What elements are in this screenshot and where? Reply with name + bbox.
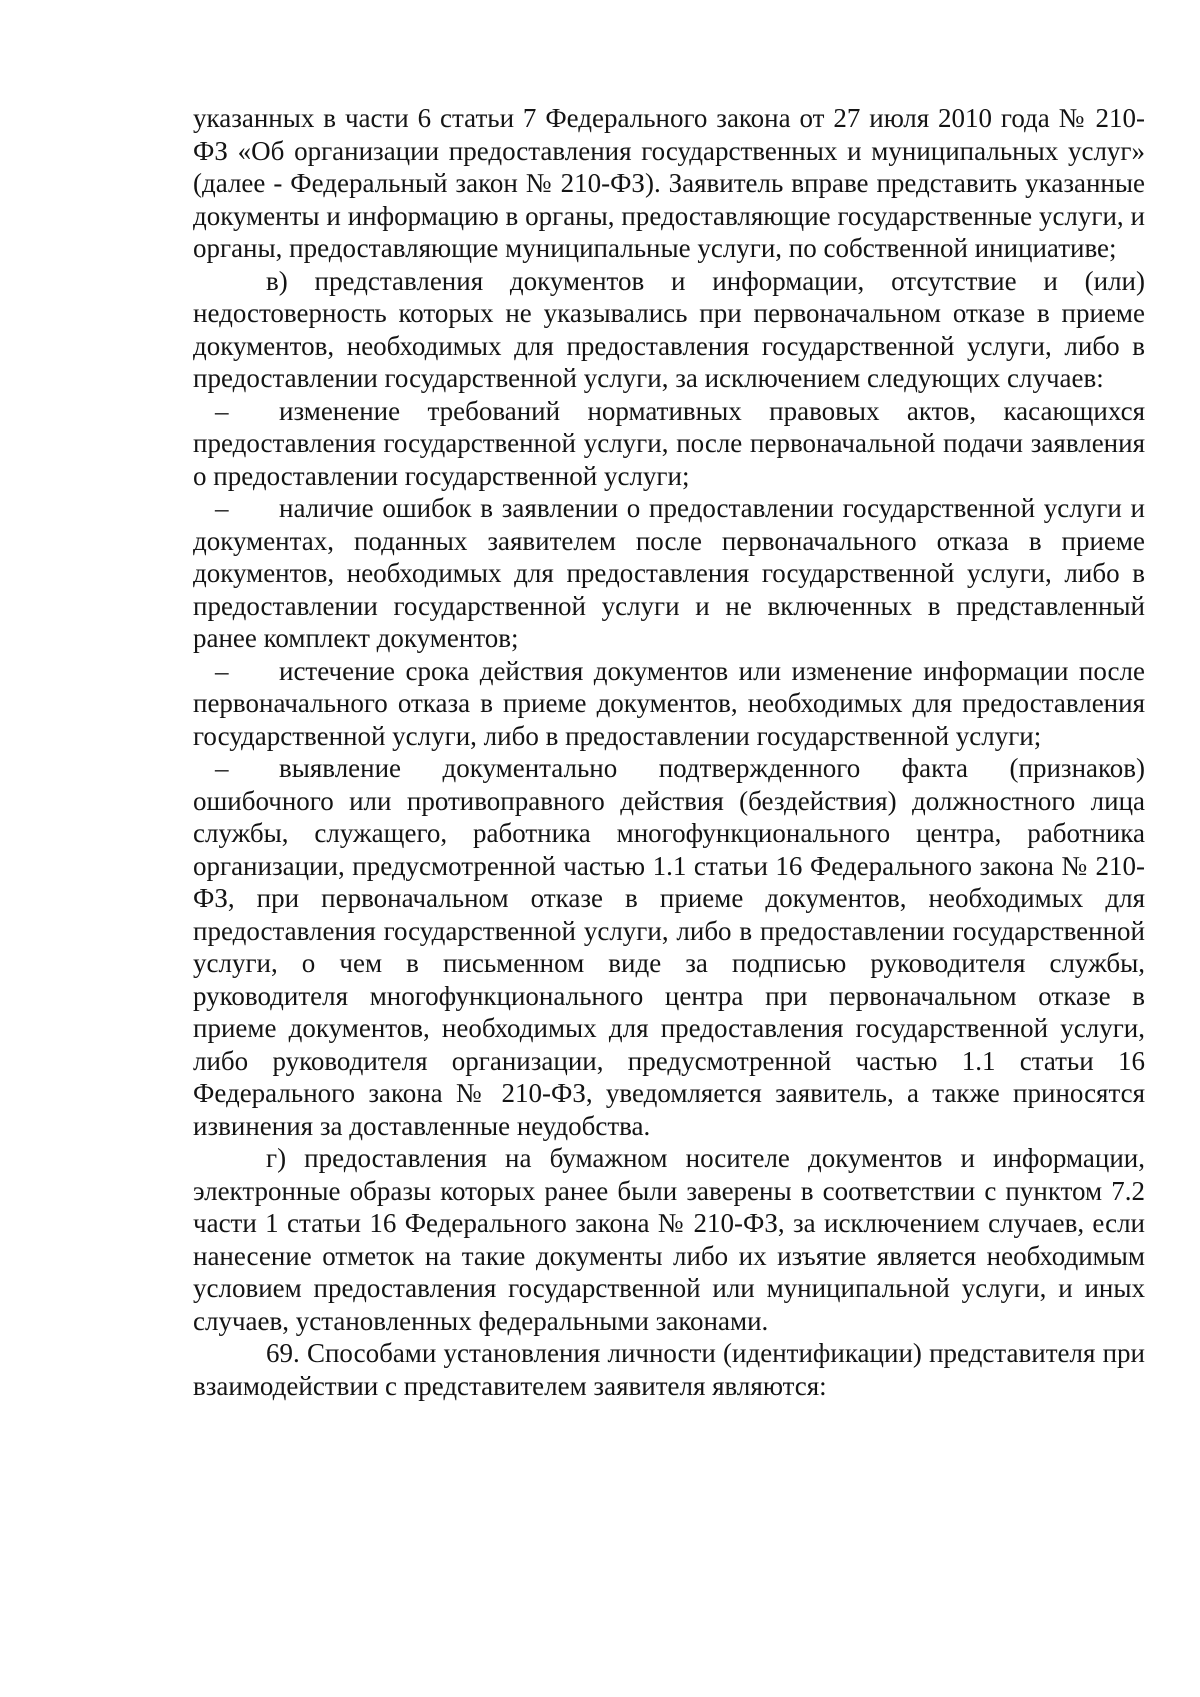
document-body bbox=[193, 102, 1145, 1402]
dash-marker: – bbox=[215, 493, 229, 523]
dash-item-4 bbox=[193, 752, 1145, 1142]
dash-item-text: изменение требований нормативных правовых актов, касающихся предоставления государственной услуги, после первоначальной подачи заявления о предоставлении государственной услуги; bbox=[193, 395, 1145, 491]
dash-item-text: наличие ошибок в заявлении о предоставлении государственной услуги и документах, поданных заявителем после первоначального отказа в приеме документов, необходимых для предоставления государственной услуги, либо в предоставлении государственной услуги и не включенных в представленный ранее комплект документов; bbox=[193, 493, 1145, 653]
dash-marker: – bbox=[215, 753, 229, 783]
dash-item-text: выявление документально подтвержденного факта (признаков) ошибочного или противоправного действия (бездействия) должностного лица службы, служащего, работника многофункционального центра, работника организации, предусмотренной частью 1.1 статьи 16 Федерального закона № 210-ФЗ, при первоначальном отказе в приеме документов, необходимых для предоставления государственной услуги, либо в предоставлении государственной услуги, о чем в письменном виде за подписью руководителя службы, руководителя многофункционального центра при первоначальном отказе в приеме документов, необходимых для предоставления государственной услуги, либо руководителя организации, предусмотренной частью 1.1 статьи 16 Федерального закона № 210-ФЗ, уведомляется заявитель, а также приносятся извинения за доставленные неудобства. bbox=[193, 753, 1145, 1141]
dash-item-3 bbox=[193, 655, 1145, 753]
dash-item-text: истечение срока действия документов или изменение информации после первоначального отказа в приеме документов, необходимых для предоставления государственной услуги, либо в предоставлении государственной услуги; bbox=[193, 655, 1145, 751]
paragraph-item-g: г) предоставления на бумажном носителе документов и информации, электронные образы которых ранее были заверены в соответствии с пунктом 7.2 части 1 статьи 16 Федерального закона № 210-ФЗ, за исключением случаев, если нанесение отметок на такие документы либо их изъятие является необходимым условием предоставления государственной или муниципальной услуги, и иных случаев, установленных федеральными законами. bbox=[193, 1143, 1145, 1336]
dash-marker: – bbox=[215, 395, 229, 426]
paragraph-69: 69. Способами установления личности (идентификации) представителя при взаимодействии с представителем заявителя являются: bbox=[193, 1338, 1145, 1401]
dash-item-2 bbox=[193, 492, 1145, 655]
dash-marker: – bbox=[215, 655, 229, 686]
dash-item-1 bbox=[193, 395, 1145, 493]
paragraph-continuation: указанных в части 6 статьи 7 Федерального закона от 27 июля 2010 года № 210-ФЗ «Об организации предоставления государственных и муниципальных услуг» (далее - Федеральный закон № 210-ФЗ). Заявитель вправе представить указанные документы и информацию в органы, предоставляющие государственные услуги, и органы, предоставляющие муниципальные услуги, по собственной инициативе; bbox=[193, 103, 1145, 263]
paragraph-item-v: в) представления документов и информации, отсутствие и (или) недостоверность которых не указывались при первоначальном отказе в приеме документов, необходимых для предоставления государственной услуги, либо в предоставлении государственной услуги, за исключением следующих случаев: bbox=[193, 265, 1145, 393]
